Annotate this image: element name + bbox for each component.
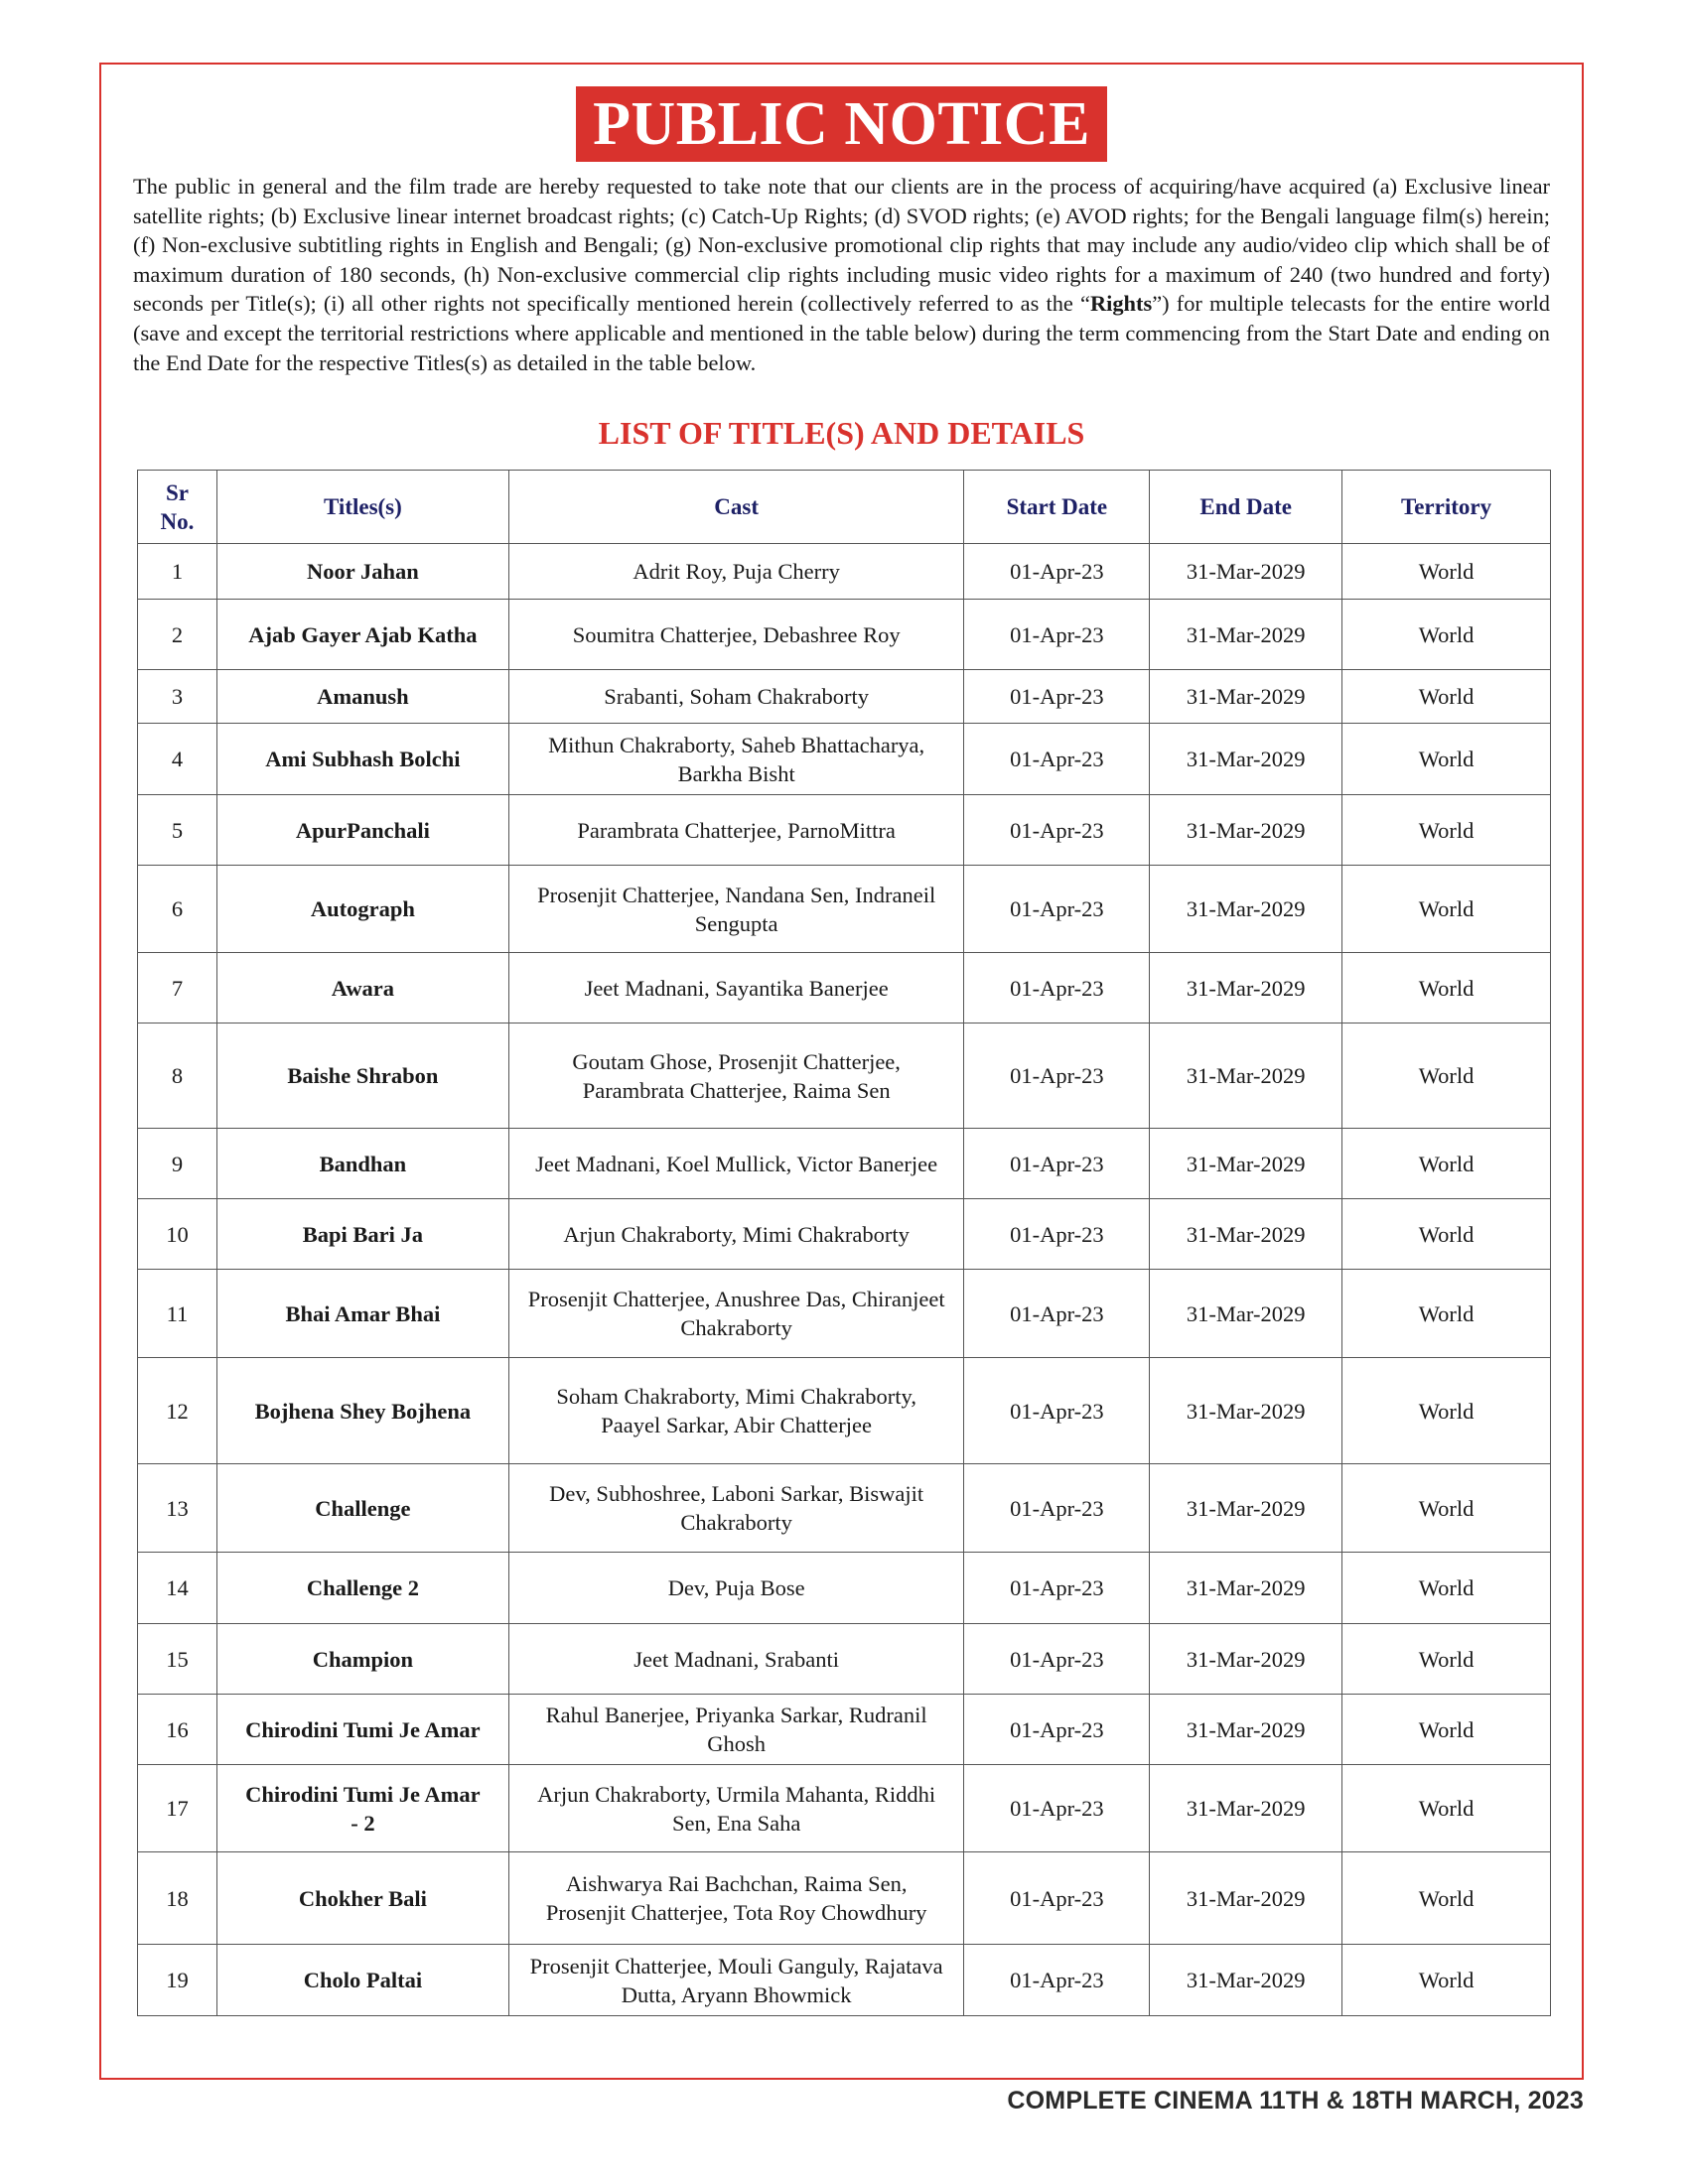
table-row [138, 1199, 1551, 1270]
intro-text-start: The public in general and the film trade are hereby requested to take note that our clients are in the process of acquiring/have acquired (a) Exclusive linear satellite rights; (b) Exclusive linear internet broadcast rights; (c) Catch-Up Rights; (d) SVOD rights; (e) AVOD rights; for the Bengali language film(s) herein; (f) Non-exclusive subtitling rights in English and Bengali; (g) Non-exclusive promotional clip rights that may include any audio/video clip which shall be of maximum duration of 180 seconds, (h) Non-exclusive commercial clip rights including music video rights for a maximum of 240 (two hundred and forty) seconds per Title(s); (i) all other rights not specifically mentioned herein (collectively referred to as the “ [133, 174, 1550, 317]
table-row [138, 1464, 1551, 1553]
sr-cell: 6 [138, 866, 217, 953]
end-date-cell: 31-Mar-2029 [1150, 1624, 1342, 1695]
sr-cell: 14 [138, 1553, 217, 1624]
table-row [138, 795, 1551, 866]
cast-cell: Soham Chakraborty, Mimi Chakraborty, Paayel Sarkar, Abir Chatterjee [508, 1358, 964, 1464]
cast-cell: Arjun Chakraborty, Mimi Chakraborty [508, 1199, 964, 1270]
table-row [138, 1358, 1551, 1464]
cast-cell: Parambrata Chatterjee, ParnoMittra [508, 795, 964, 866]
territory-cell: World [1342, 795, 1551, 866]
start-date-cell: 01-Apr-23 [964, 1765, 1150, 1852]
sr-cell: 5 [138, 795, 217, 866]
title-cell: Bandhan [216, 1129, 508, 1199]
cast-cell: Aishwarya Rai Bachchan, Raima Sen, Prosenjit Chatterjee, Tota Roy Chowdhury [508, 1852, 964, 1945]
sr-cell: 3 [138, 670, 217, 724]
territory-cell: World [1342, 1464, 1551, 1553]
cast-cell: Jeet Madnani, Koel Mullick, Victor Banerjee [508, 1129, 964, 1199]
table-row [138, 1624, 1551, 1695]
start-date-cell: 01-Apr-23 [964, 1199, 1150, 1270]
cast-cell: Prosenjit Chatterjee, Nandana Sen, Indraneil Sengupta [508, 866, 964, 953]
end-date-cell: 31-Mar-2029 [1150, 670, 1342, 724]
cast-cell: Dev, Subhoshree, Laboni Sarkar, Biswajit Chakraborty [508, 1464, 964, 1553]
intro-rights-term: Rights [1089, 291, 1153, 317]
start-date-cell: 01-Apr-23 [964, 1624, 1150, 1695]
start-date-cell: 01-Apr-23 [964, 1852, 1150, 1945]
table-body [138, 544, 1551, 2016]
end-date-cell: 31-Mar-2029 [1150, 724, 1342, 795]
list-heading: LIST OF TITLE(S) AND DETAILS [598, 415, 1085, 451]
territory-cell: World [1342, 1270, 1551, 1358]
title-cell: Awara [216, 953, 508, 1024]
end-date-cell: 31-Mar-2029 [1150, 1765, 1342, 1852]
table-row [138, 670, 1551, 724]
territory-cell: World [1342, 1024, 1551, 1129]
title-cell: Ami Subhash Bolchi [216, 724, 508, 795]
sr-cell: 16 [138, 1695, 217, 1765]
start-date-cell: 01-Apr-23 [964, 1270, 1150, 1358]
start-date-cell: 01-Apr-23 [964, 1358, 1150, 1464]
territory-cell: World [1342, 1852, 1551, 1945]
end-date-cell: 31-Mar-2029 [1150, 1945, 1342, 2016]
sr-cell: 13 [138, 1464, 217, 1553]
cast-cell: Srabanti, Soham Chakraborty [508, 670, 964, 724]
title-cell: Bojhena Shey Bojhena [216, 1358, 508, 1464]
cast-cell: Mithun Chakraborty, Saheb Bhattacharya, Barkha Bisht [508, 724, 964, 795]
start-date-cell: 01-Apr-23 [964, 866, 1150, 953]
table-row [138, 866, 1551, 953]
col-header-territory: Territory [1342, 471, 1551, 544]
col-header-start-date: Start Date [964, 471, 1150, 544]
title-cell: Amanush [216, 670, 508, 724]
end-date-cell: 31-Mar-2029 [1150, 1270, 1342, 1358]
title-cell: Champion [216, 1624, 508, 1695]
cast-cell: Rahul Banerjee, Priyanka Sarkar, Rudranil Ghosh [508, 1695, 964, 1765]
territory-cell: World [1342, 1553, 1551, 1624]
title-cell: Chokher Bali [216, 1852, 508, 1945]
start-date-cell: 01-Apr-23 [964, 724, 1150, 795]
titles-table [137, 470, 1551, 2016]
end-date-cell: 31-Mar-2029 [1150, 544, 1342, 600]
cast-cell: Soumitra Chatterjee, Debashree Roy [508, 600, 964, 670]
notice-frame [99, 63, 1584, 2080]
title-cell: Challenge [216, 1464, 508, 1553]
territory-cell: World [1342, 1765, 1551, 1852]
territory-cell: World [1342, 724, 1551, 795]
start-date-cell: 01-Apr-23 [964, 670, 1150, 724]
sr-cell: 4 [138, 724, 217, 795]
end-date-cell: 31-Mar-2029 [1150, 1199, 1342, 1270]
table-row [138, 953, 1551, 1024]
title-cell: Ajab Gayer Ajab Katha [216, 600, 508, 670]
title-cell: Bapi Bari Ja [216, 1199, 508, 1270]
end-date-cell: 31-Mar-2029 [1150, 795, 1342, 866]
end-date-cell: 31-Mar-2029 [1150, 953, 1342, 1024]
cast-cell: Jeet Madnani, Sayantika Banerjee [508, 953, 964, 1024]
table-row [138, 600, 1551, 670]
territory-cell: World [1342, 953, 1551, 1024]
sr-cell: 1 [138, 544, 217, 600]
sr-cell: 2 [138, 600, 217, 670]
intro-paragraph [133, 172, 1550, 377]
start-date-cell: 01-Apr-23 [964, 953, 1150, 1024]
end-date-cell: 31-Mar-2029 [1150, 600, 1342, 670]
start-date-cell: 01-Apr-23 [964, 600, 1150, 670]
col-header-sr: Sr No. [138, 471, 217, 544]
territory-cell: World [1342, 1199, 1551, 1270]
sr-cell: 9 [138, 1129, 217, 1199]
sr-cell: 15 [138, 1624, 217, 1695]
cast-cell: Prosenjit Chatterjee, Mouli Ganguly, Rajatava Dutta, Aryann Bhowmick [508, 1945, 964, 2016]
cast-cell: Dev, Puja Bose [508, 1553, 964, 1624]
table-header-row [138, 471, 1551, 544]
sr-cell: 17 [138, 1765, 217, 1852]
col-header-end-date: End Date [1150, 471, 1342, 544]
cast-cell: Adrit Roy, Puja Cherry [508, 544, 964, 600]
territory-cell: World [1342, 866, 1551, 953]
publication-footer: COMPLETE CINEMA 11TH & 18TH MARCH, 2023 [1007, 2087, 1584, 2115]
title-cell: Baishe Shrabon [216, 1024, 508, 1129]
col-header-cast: Cast [508, 471, 964, 544]
territory-cell: World [1342, 544, 1551, 600]
title-cell: Bhai Amar Bhai [216, 1270, 508, 1358]
sr-cell: 19 [138, 1945, 217, 2016]
start-date-cell: 01-Apr-23 [964, 1129, 1150, 1199]
sr-cell: 8 [138, 1024, 217, 1129]
title-cell: Noor Jahan [216, 544, 508, 600]
cast-cell: Arjun Chakraborty, Urmila Mahanta, Riddhi Sen, Ena Saha [508, 1765, 964, 1852]
start-date-cell: 01-Apr-23 [964, 1024, 1150, 1129]
end-date-cell: 31-Mar-2029 [1150, 1129, 1342, 1199]
territory-cell: World [1342, 1624, 1551, 1695]
sr-cell: 11 [138, 1270, 217, 1358]
sr-cell: 18 [138, 1852, 217, 1945]
end-date-cell: 31-Mar-2029 [1150, 1695, 1342, 1765]
cast-cell: Goutam Ghose, Prosenjit Chatterjee, Parambrata Chatterjee, Raima Sen [508, 1024, 964, 1129]
end-date-cell: 31-Mar-2029 [1150, 1358, 1342, 1464]
sr-cell: 7 [138, 953, 217, 1024]
notice-title: PUBLIC NOTICE [576, 86, 1107, 162]
table-row [138, 1765, 1551, 1852]
table-row [138, 544, 1551, 600]
start-date-cell: 01-Apr-23 [964, 795, 1150, 866]
table-row [138, 724, 1551, 795]
cast-cell: Prosenjit Chatterjee, Anushree Das, Chiranjeet Chakraborty [508, 1270, 964, 1358]
start-date-cell: 01-Apr-23 [964, 1945, 1150, 2016]
territory-cell: World [1342, 600, 1551, 670]
table-row [138, 1024, 1551, 1129]
title-cell: Challenge 2 [216, 1553, 508, 1624]
col-header-title: Titles(s) [216, 471, 508, 544]
sr-cell: 12 [138, 1358, 217, 1464]
table-row [138, 1852, 1551, 1945]
end-date-cell: 31-Mar-2029 [1150, 1852, 1342, 1945]
cast-cell: Jeet Madnani, Srabanti [508, 1624, 964, 1695]
table-row [138, 1945, 1551, 2016]
territory-cell: World [1342, 1695, 1551, 1765]
title-cell: Chirodini Tumi Je Amar - 2 [216, 1765, 508, 1852]
start-date-cell: 01-Apr-23 [964, 544, 1150, 600]
title-cell: ApurPanchali [216, 795, 508, 866]
end-date-cell: 31-Mar-2029 [1150, 866, 1342, 953]
end-date-cell: 31-Mar-2029 [1150, 1464, 1342, 1553]
table-row [138, 1553, 1551, 1624]
table-row [138, 1129, 1551, 1199]
intro-text-end: ”) for multiple telecasts for the entire world (save and except the territorial restrictions where applicable and mentioned in the table below) during the term commencing from the Start Date and ending on the End Date for the respective Titles(s) as detailed in the table below. [133, 291, 1550, 375]
territory-cell: World [1342, 1945, 1551, 2016]
territory-cell: World [1342, 1129, 1551, 1199]
title-cell: Autograph [216, 866, 508, 953]
territory-cell: World [1342, 670, 1551, 724]
start-date-cell: 01-Apr-23 [964, 1464, 1150, 1553]
title-wrap [101, 86, 1582, 162]
title-cell: Chirodini Tumi Je Amar [216, 1695, 508, 1765]
table-row [138, 1270, 1551, 1358]
table-row [138, 1695, 1551, 1765]
sr-cell: 10 [138, 1199, 217, 1270]
territory-cell: World [1342, 1358, 1551, 1464]
start-date-cell: 01-Apr-23 [964, 1553, 1150, 1624]
start-date-cell: 01-Apr-23 [964, 1695, 1150, 1765]
end-date-cell: 31-Mar-2029 [1150, 1553, 1342, 1624]
end-date-cell: 31-Mar-2029 [1150, 1024, 1342, 1129]
title-cell: Cholo Paltai [216, 1945, 508, 2016]
